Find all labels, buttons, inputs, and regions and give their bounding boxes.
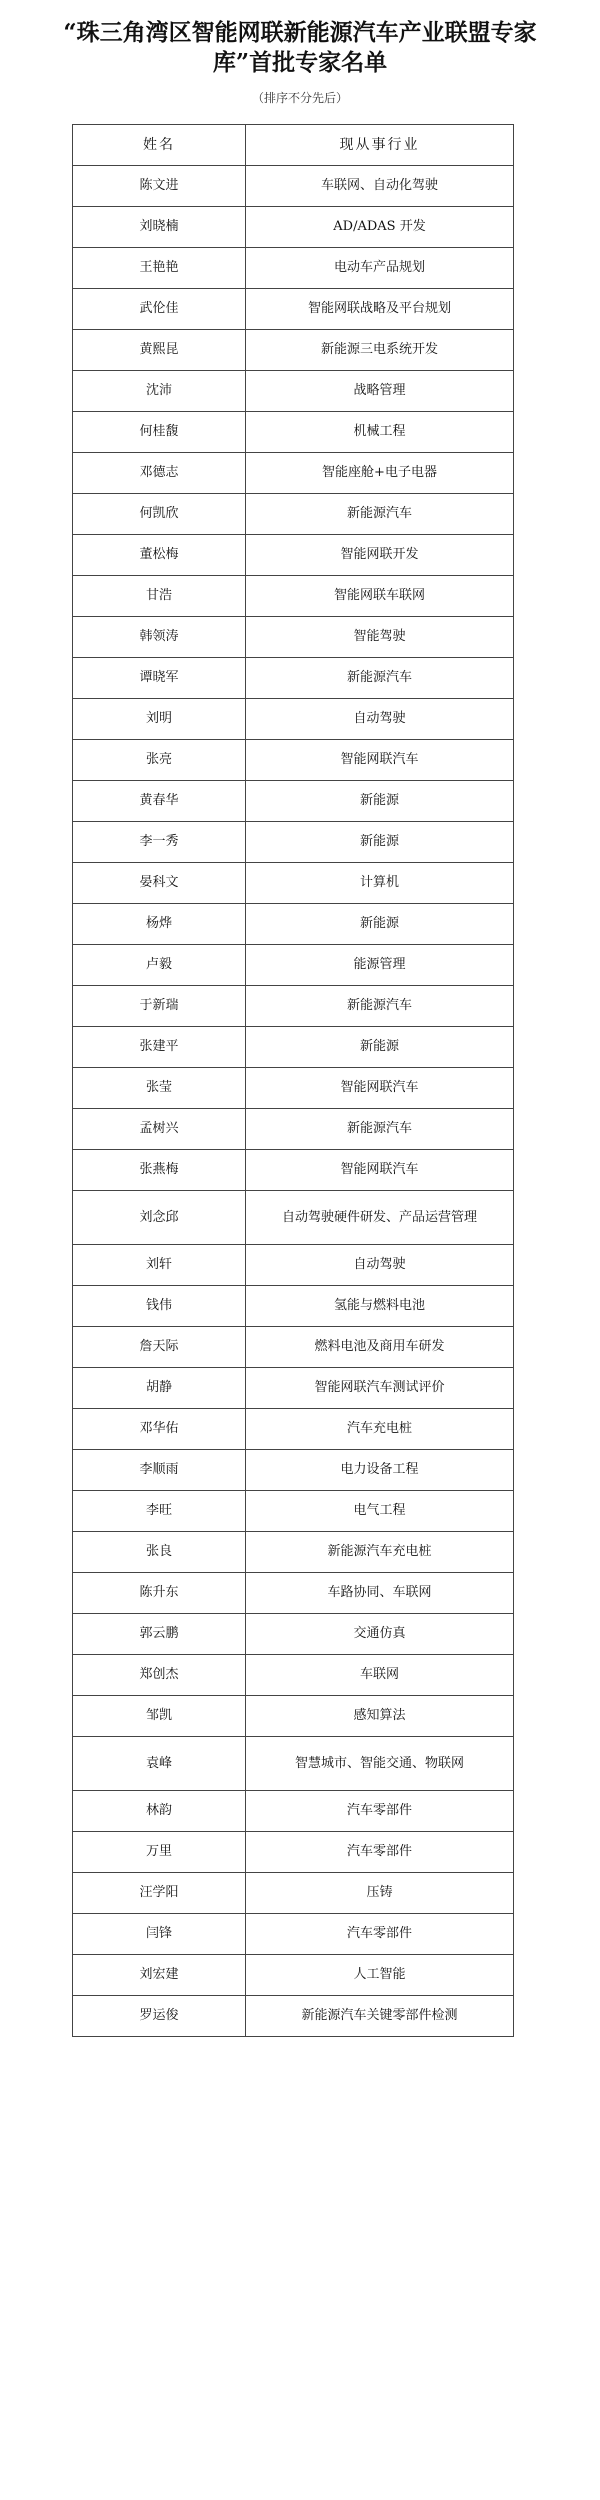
table-row (73, 1245, 514, 1286)
expert-name-cell: 邓德志 (73, 453, 246, 494)
table-header-row (73, 125, 514, 166)
expert-field-cell: 自动驾驶 (246, 699, 514, 740)
table-row (73, 1573, 514, 1614)
expert-name-cell: 董松梅 (73, 535, 246, 576)
expert-name-cell: 黄春华 (73, 781, 246, 822)
expert-name-cell: 闫锋 (73, 1914, 246, 1955)
expert-field-cell: 新能源 (246, 822, 514, 863)
expert-field-cell: 汽车零部件 (246, 1914, 514, 1955)
expert-field-cell: 智能网联车联网 (246, 576, 514, 617)
expert-name-cell: 李顺雨 (73, 1450, 246, 1491)
expert-field-cell: 车联网、自动化驾驶 (246, 166, 514, 207)
table-row (73, 1327, 514, 1368)
table-row (73, 1832, 514, 1873)
table-row (73, 1996, 514, 2037)
table-row (73, 1286, 514, 1327)
expert-field-cell: 智能网联汽车 (246, 1150, 514, 1191)
table-row (73, 166, 514, 207)
expert-name-cell: 武伦佳 (73, 289, 246, 330)
expert-field-cell: 车联网 (246, 1655, 514, 1696)
expert-name-cell: 王艳艳 (73, 248, 246, 289)
expert-field-cell: 智慧城市、智能交通、物联网 (246, 1737, 514, 1791)
expert-field-cell: 新能源汽车 (246, 1109, 514, 1150)
expert-field-cell: 燃料电池及商用车研发 (246, 1327, 514, 1368)
expert-name-cell: 刘晓楠 (73, 207, 246, 248)
table-row (73, 330, 514, 371)
table-row (73, 1450, 514, 1491)
expert-field-cell: 交通仿真 (246, 1614, 514, 1655)
expert-name-cell: 孟树兴 (73, 1109, 246, 1150)
table-row (73, 1368, 514, 1409)
expert-field-cell: 电力设备工程 (246, 1450, 514, 1491)
expert-name-cell: 汪学阳 (73, 1873, 246, 1914)
expert-name-cell: 谭晓军 (73, 658, 246, 699)
expert-field-cell: 机械工程 (246, 412, 514, 453)
expert-field-cell: 新能源汽车 (246, 986, 514, 1027)
page-title: “珠三角湾区智能网联新能源汽车产业联盟专家库”首批专家名单 (63, 19, 537, 76)
expert-name-cell: 卢毅 (73, 945, 246, 986)
table-row (73, 1150, 514, 1191)
table-row (73, 699, 514, 740)
table-row (73, 904, 514, 945)
expert-table (72, 124, 514, 2037)
expert-field-cell: 新能源 (246, 781, 514, 822)
expert-field-cell: 新能源 (246, 904, 514, 945)
table-row (73, 1191, 514, 1245)
expert-name-cell: 杨烨 (73, 904, 246, 945)
table-row (73, 1068, 514, 1109)
expert-name-cell: 袁峰 (73, 1737, 246, 1791)
expert-field-cell: 新能源汽车 (246, 494, 514, 535)
expert-field-cell: 智能网联汽车测试评价 (246, 1368, 514, 1409)
table-row (73, 494, 514, 535)
expert-name-cell: 张良 (73, 1532, 246, 1573)
expert-field-cell: AD/ADAS 开发 (246, 207, 514, 248)
table-row (73, 822, 514, 863)
table-row (73, 1696, 514, 1737)
expert-field-cell: 智能网联战略及平台规划 (246, 289, 514, 330)
table-row (73, 412, 514, 453)
expert-name-cell: 万里 (73, 1832, 246, 1873)
table-row (73, 1491, 514, 1532)
expert-field-cell: 智能座舱+电子电器 (246, 453, 514, 494)
table-row (73, 1532, 514, 1573)
table-row (73, 986, 514, 1027)
expert-name-cell: 张建平 (73, 1027, 246, 1068)
header-name: 姓名 (73, 125, 246, 166)
table-row (73, 1027, 514, 1068)
expert-name-cell: 钱伟 (73, 1286, 246, 1327)
table-row (73, 1873, 514, 1914)
table-row (73, 453, 514, 494)
expert-name-cell: 于新瑞 (73, 986, 246, 1027)
expert-name-cell: 刘念邱 (73, 1191, 246, 1245)
table-body (73, 166, 514, 2037)
expert-name-cell: 郭云鹏 (73, 1614, 246, 1655)
expert-name-cell: 胡静 (73, 1368, 246, 1409)
expert-name-cell: 刘轩 (73, 1245, 246, 1286)
expert-field-cell: 战略管理 (246, 371, 514, 412)
table-row (73, 1737, 514, 1791)
expert-field-cell: 汽车零部件 (246, 1832, 514, 1873)
expert-name-cell: 韩领涛 (73, 617, 246, 658)
expert-field-cell: 智能网联汽车 (246, 740, 514, 781)
table-row (73, 1791, 514, 1832)
expert-field-cell: 能源管理 (246, 945, 514, 986)
expert-field-cell: 汽车零部件 (246, 1791, 514, 1832)
expert-name-cell: 李一秀 (73, 822, 246, 863)
expert-name-cell: 张莹 (73, 1068, 246, 1109)
expert-field-cell: 智能网联汽车 (246, 1068, 514, 1109)
expert-name-cell: 晏科文 (73, 863, 246, 904)
table-row (73, 658, 514, 699)
expert-field-cell: 电气工程 (246, 1491, 514, 1532)
expert-field-cell: 新能源汽车关键零部件检测 (246, 1996, 514, 2037)
table-row (73, 248, 514, 289)
expert-field-cell: 智能驾驶 (246, 617, 514, 658)
table-row (73, 1655, 514, 1696)
expert-name-cell: 张燕梅 (73, 1150, 246, 1191)
expert-name-cell: 张亮 (73, 740, 246, 781)
expert-name-cell: 罗运俊 (73, 1996, 246, 2037)
expert-field-cell: 车路协同、车联网 (246, 1573, 514, 1614)
table-row (73, 1409, 514, 1450)
expert-name-cell: 陈升东 (73, 1573, 246, 1614)
expert-name-cell: 林韵 (73, 1791, 246, 1832)
expert-name-cell: 詹天际 (73, 1327, 246, 1368)
expert-field-cell: 智能网联开发 (246, 535, 514, 576)
expert-name-cell: 刘明 (73, 699, 246, 740)
table-row (73, 945, 514, 986)
expert-field-cell: 新能源汽车充电桩 (246, 1532, 514, 1573)
expert-name-cell: 何凯欣 (73, 494, 246, 535)
expert-field-cell: 汽车充电桩 (246, 1409, 514, 1450)
expert-name-cell: 郑创杰 (73, 1655, 246, 1696)
table-row (73, 371, 514, 412)
expert-name-cell: 陈文进 (73, 166, 246, 207)
expert-field-cell: 电动车产品规划 (246, 248, 514, 289)
table-row (73, 576, 514, 617)
table-row (73, 740, 514, 781)
expert-field-cell: 新能源三电系统开发 (246, 330, 514, 371)
table-row (73, 617, 514, 658)
table-row (73, 535, 514, 576)
expert-name-cell: 何桂馥 (73, 412, 246, 453)
expert-field-cell: 新能源汽车 (246, 658, 514, 699)
expert-name-cell: 李旺 (73, 1491, 246, 1532)
expert-name-cell: 刘宏建 (73, 1955, 246, 1996)
header-field: 现从事行业 (246, 125, 514, 166)
table-row (73, 1109, 514, 1150)
expert-field-cell: 压铸 (246, 1873, 514, 1914)
expert-name-cell: 邹凯 (73, 1696, 246, 1737)
expert-name-cell: 甘浩 (73, 576, 246, 617)
table-row (73, 207, 514, 248)
table-row (73, 1955, 514, 1996)
table-row (73, 1614, 514, 1655)
table-row (73, 289, 514, 330)
page-subtitle: （排序不分先后） (251, 91, 348, 105)
expert-field-cell: 自动驾驶硬件研发、产品运营管理 (246, 1191, 514, 1245)
expert-field-cell: 计算机 (246, 863, 514, 904)
table-row (73, 863, 514, 904)
expert-name-cell: 邓华佑 (73, 1409, 246, 1450)
expert-field-cell: 人工智能 (246, 1955, 514, 1996)
expert-name-cell: 沈沛 (73, 371, 246, 412)
table-row (73, 1914, 514, 1955)
expert-field-cell: 自动驾驶 (246, 1245, 514, 1286)
expert-field-cell: 氢能与燃料电池 (246, 1286, 514, 1327)
expert-field-cell: 感知算法 (246, 1696, 514, 1737)
expert-name-cell: 黄熙昆 (73, 330, 246, 371)
table-row (73, 781, 514, 822)
expert-field-cell: 新能源 (246, 1027, 514, 1068)
